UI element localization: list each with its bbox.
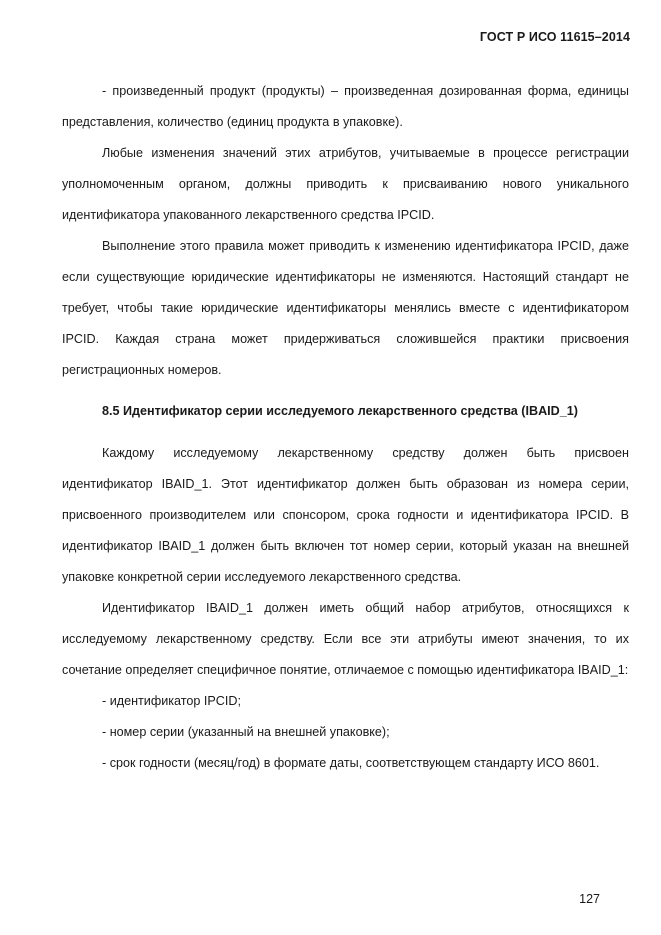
paragraph-produced-product: - произведенный продукт (продукты) – произведенная дозированная форма, единицы представления, количество (единиц продукта в упаковке). [62, 84, 629, 129]
list-item: - идентификатор IPCID; [102, 694, 241, 708]
list-item: - номер серии (указанный на внешней упаковке); [102, 725, 390, 739]
section-heading: 8.5 Идентификатор серии исследуемого лекарственного средства (IBAID_1) [102, 404, 578, 418]
paragraph-ibaid-assignment: Каждому исследуемому лекарственному средству должен быть присвоен идентификатор IBAID_1. Этот идентификатор должен быть образован из номера серии, присвоенного производителем или спонсором, срока годности и идентификатора IPCID. В идентификатор IBAID_1 должен быть включен тот номер серии, который указан на внешней упаковке конкретной серии исследуемого лекарственного средства. [62, 446, 629, 584]
document-body [62, 76, 629, 779]
paragraph-rule-execution: Выполнение этого правила может приводить к изменению идентификатора IPCID, даже если существующие юридические идентификаторы не изменяются. Настоящий стандарт не требует, чтобы такие юридические идентификаторы менялись вместе с идентификатором IPCID. Каждая страна может придерживаться сложившейся практики присвоения регистрационных номеров. [62, 239, 629, 377]
paragraph-attribute-changes: Любые изменения значений этих атрибутов, учитываемые в процессе регистрации уполномоченным органом, должны приводить к присваиванию нового уникального идентификатора упакованного лекарственного средства IPCID. [62, 146, 629, 222]
page-number: 127 [579, 892, 600, 906]
list-item: - срок годности (месяц/год) в формате даты, соответствующем стандарту ИСО 8601. [102, 756, 600, 770]
paragraph-ibaid-attributes: Идентификатор IBAID_1 должен иметь общий набор атрибутов, относящихся к исследуемому лекарственному средству. Если все эти атрибуты имеют значения, то их сочетание определяет специфичное понятие, отличаемое с помощью идентификатора IBAID_1: [62, 601, 629, 677]
document-header: ГОСТ Р ИСО 11615–2014 [479, 30, 630, 44]
